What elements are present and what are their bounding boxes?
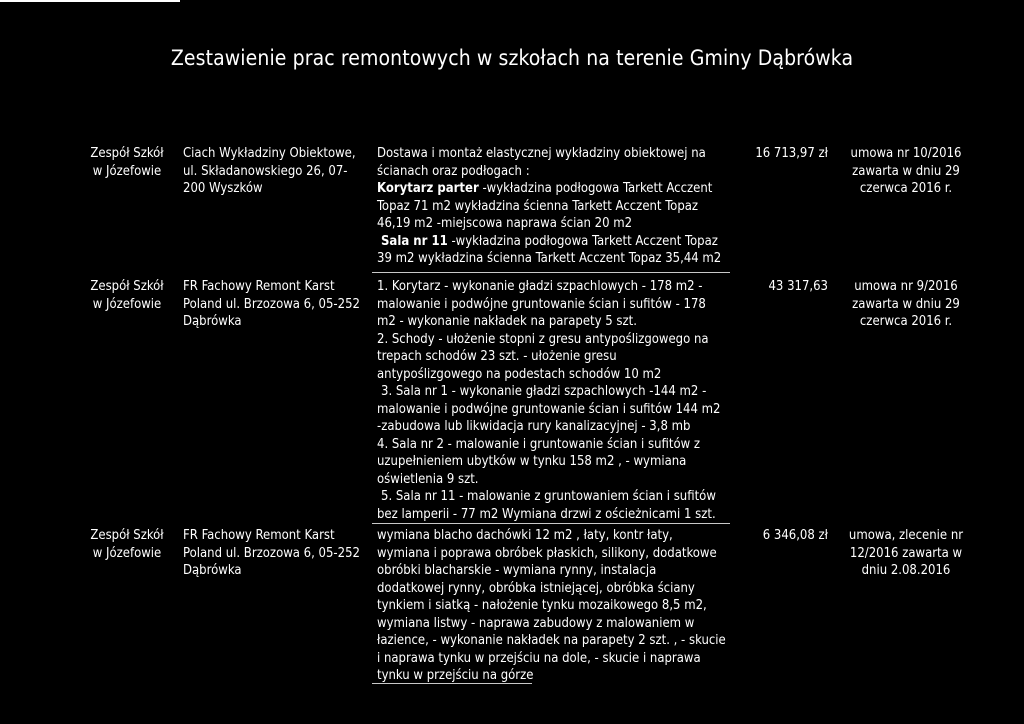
row-3-school-line: Zespół Szkół — [90, 528, 164, 543]
row-3-contractor-line: Dąbrówka — [183, 563, 242, 578]
top-edge-line — [0, 0, 180, 2]
row-2-school-line: w Józefowie — [92, 296, 162, 312]
row-1-contract-line: zawarta w dniu 29 — [852, 163, 960, 179]
row-1-amount: 16 713,97 zł — [755, 146, 828, 161]
row-3-desc-line: tynku w przejściu na górze — [377, 668, 534, 683]
row-2-contract-line: czerwca 2016 r. — [859, 314, 953, 329]
row-1-desc-text: 46,19 m2 -miejscowa naprawa ścian 20 m2 — [377, 216, 633, 231]
row-2-desc-line: 3. Sala nr 1 - wykonanie gładzi szpachlowych -144 m2 - — [381, 384, 707, 399]
row-1-desc-text: Topaz 71 m2 wykładzina ścienna Tarkett Acczent Topaz — [377, 198, 699, 214]
row-2-desc-line: -zabudowa lub likwidacja rury kanalizacyjnej - 3,8 mb — [377, 419, 691, 434]
row-1-desc-line — [377, 145, 721, 163]
row-1-desc-text: 39 m2 wykładzina ścienna Tarkett Acczent Topaz 35,44 m2 — [377, 251, 722, 266]
row-1-school — [87, 145, 167, 180]
row-divider — [372, 683, 532, 684]
row-1-desc-line — [377, 250, 721, 268]
row-2-school-line: Zespół Szkół — [90, 279, 164, 294]
row-3-desc-line: dodatkowej rynny, obróbka istniejącej, obróbka ściany — [377, 580, 695, 596]
row-1-contractor-line: Ciach Wykładziny Obiektowe, — [183, 146, 356, 161]
row-2-contract-line: umowa nr 9/2016 — [854, 279, 958, 294]
row-3-contractor-line: Poland ul. Brzozowa 6, 05-252 — [183, 545, 360, 561]
row-3-desc-line: łazience, - wykonanie nakładek na parapety 2 szt. , - skucie — [377, 633, 726, 648]
row-2-contractor-line: FR Fachowy Remont Karst — [183, 279, 335, 294]
page-title: Zestawienie prac remontowych w szkołach na terenie Gminy Dąbrówka — [170, 46, 854, 70]
row-1-school-line: Zespół Szkół — [90, 146, 164, 161]
row-3-contract-line: 12/2016 zawarta w — [849, 545, 963, 561]
row-3-amount: 6 346,08 zł — [762, 528, 828, 543]
row-1-desc-line — [377, 180, 721, 198]
row-2-school — [87, 278, 167, 313]
row-1-contract-line: czerwca 2016 r. — [859, 181, 953, 196]
row-1-desc-text: -wykładzina podłogowa Tarkett Acczent — [478, 181, 713, 196]
row-2-contractor-line: Poland ul. Brzozowa 6, 05-252 — [183, 296, 360, 312]
row-2-desc-line: uzupełnieniem ubytków w tynku 158 m2 , - wymiana — [377, 454, 687, 469]
row-1-contractor-line: 200 Wyszków — [183, 181, 263, 196]
row-1-desc-line — [377, 163, 721, 181]
row-1-desc-line — [377, 198, 721, 216]
row-3-contractor-line: FR Fachowy Remont Karst — [183, 528, 335, 543]
row-divider — [372, 523, 730, 524]
row-1-desc-bold: Korytarz parter — [377, 181, 479, 196]
row-1-contract — [843, 145, 969, 198]
row-1-desc-bold: Sala nr 11 — [381, 233, 448, 249]
row-3-school-line: w Józefowie — [92, 545, 162, 561]
row-1-desc-line — [377, 215, 721, 233]
row-2-contractor — [183, 278, 360, 331]
row-2-desc-line: malowanie i podwójne gruntowanie ścian i sufitów - 178 — [377, 296, 706, 312]
row-2-desc-line: 5. Sala nr 11 - malowanie z gruntowaniem ścian i sufitów — [381, 489, 716, 504]
row-2-desc-line: malowanie i podwójne gruntowanie ścian i sufitów 144 m2 — [377, 401, 721, 417]
row-2-desc-line: trepach schodów 23 szt. - ułożenie gresu — [377, 349, 617, 364]
row-2-desc-line: 4. Sala nr 2 - malowanie i gruntowanie ścian i sufitów z — [377, 436, 701, 452]
row-2-contractor-line: Dąbrówka — [183, 314, 242, 329]
row-1-desc-text: Dostawa i montaż elastycznej wykładziny obiektowej na — [377, 146, 706, 161]
row-3-contract-line: dniu 2.08.2016 — [861, 563, 951, 578]
row-2-amount: 43 317,63 — [768, 279, 828, 294]
row-2-desc-line: oświetlenia 9 szt. — [377, 471, 479, 487]
row-1-description — [377, 145, 721, 268]
row-2-desc-line: m2 - wykonanie nakładek na parapety 5 szt. — [377, 314, 637, 329]
row-2-contract — [843, 278, 969, 331]
row-3-contract-line: umowa, zlecenie nr — [848, 528, 964, 543]
row-3-desc-line: i naprawa tynku w przejściu na dole, - skucie i naprawa — [377, 650, 701, 666]
row-2-desc-line: antypoślizgowego na podestach schodów 10 m2 — [377, 366, 662, 382]
row-3-desc-line: wymiana listwy - naprawa zabudowy z malowaniem w — [377, 615, 695, 631]
row-1-school-line: w Józefowie — [92, 163, 162, 179]
row-1-desc-text: ścianach oraz podłogach : — [377, 163, 530, 179]
row-3-school — [87, 527, 167, 562]
row-3-desc-line: wymiana blacho dachówki 12 m2 , łaty, kontr łaty, — [377, 528, 673, 543]
row-2-contract-line: zawarta w dniu 29 — [852, 296, 960, 312]
row-1-contractor-line: ul. Składanowskiego 26, 07- — [183, 163, 348, 179]
row-2-description — [377, 278, 720, 523]
row-1-contractor — [183, 145, 356, 198]
row-3-desc-line: wymiana i poprawa obróbek płaskich, silikony, dodatkowe — [377, 545, 717, 561]
row-1-desc-line — [377, 233, 721, 251]
row-3-desc-line: tynkiem i siatką - nałożenie tynku mozaikowego 8,5 m2, — [377, 598, 707, 613]
row-2-desc-line: bez lamperii - 77 m2 Wymiana drzwi z ościeżnicami 1 szt. — [377, 506, 716, 522]
row-2-desc-line: 1. Korytarz - wykonanie gładzi szpachlowych - 178 m2 - — [377, 279, 703, 294]
row-1-contract-line: umowa nr 10/2016 — [850, 146, 962, 161]
row-3-desc-line: obróbki blacharskie - wymiana rynny, instalacja — [377, 563, 657, 578]
row-divider — [372, 272, 730, 273]
row-3-contractor — [183, 527, 360, 580]
row-3-description — [377, 527, 726, 685]
row-2-desc-line: 2. Schody - ułożenie stopni z gresu antypoślizgowego na — [377, 331, 709, 347]
row-1-desc-text: -wykładzina podłogowa Tarkett Acczent Topaz — [447, 233, 718, 249]
row-3-contract — [843, 527, 969, 580]
